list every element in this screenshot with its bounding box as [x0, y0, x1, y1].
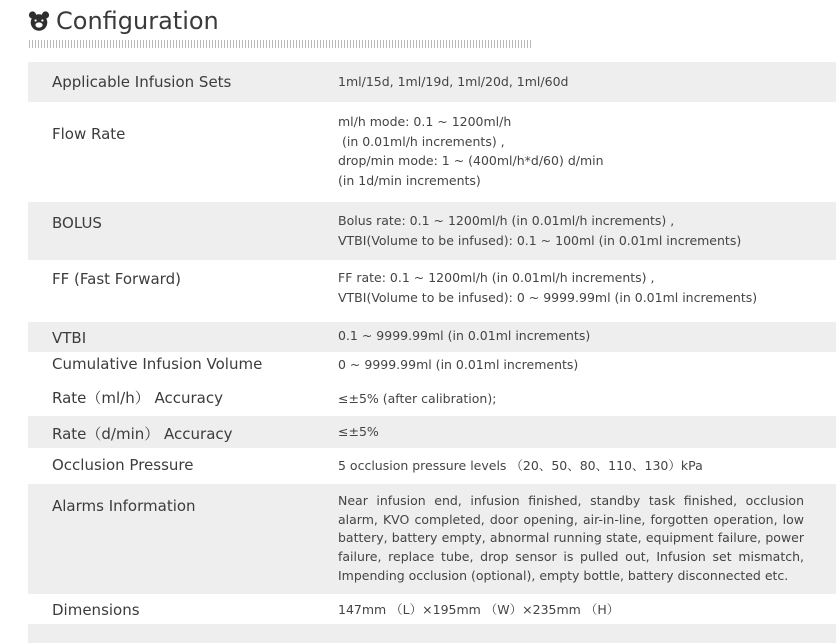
title-underline	[29, 40, 531, 48]
spec-row-flow-rate	[28, 102, 836, 202]
row-label: Rate（d/min） Accuracy	[52, 425, 233, 443]
spec-row-rate-drop-accuracy	[28, 416, 836, 448]
row-value	[338, 456, 703, 476]
value-line: VTBI(Volume to be infused): 0.1 ~ 100ml (in 0.01ml increments)	[338, 232, 742, 248]
row-value	[338, 355, 578, 375]
value-line: 0.1 ~ 9999.99ml (in 0.01ml increments)	[338, 328, 591, 343]
value-line: (in 0.01ml/h increments) ,	[338, 133, 505, 149]
row-label: FF (Fast Forward)	[52, 270, 181, 288]
spec-row-rate-ml-accuracy	[28, 384, 836, 416]
row-value	[338, 600, 619, 620]
spec-row-fast-forward	[28, 260, 836, 322]
spec-row-occlusion-pressure	[28, 448, 836, 484]
value-line: (in 1d/min increments)	[338, 172, 481, 188]
value-line: VTBI(Volume to be infused): 0 ~ 9999.99ml (in 0.01ml increments)	[338, 289, 758, 305]
value-line: 5 occlusion pressure levels （20、50、80、110、130）kPa	[338, 458, 703, 473]
row-value	[338, 112, 604, 190]
header	[28, 4, 219, 38]
value-line: ≤±5% (after calibration);	[338, 391, 497, 406]
value-line: 0 ~ 9999.99ml (in 0.01ml increments)	[338, 357, 579, 372]
value-line: Bolus rate: 0.1 ~ 1200ml/h (in 0.01ml/h increments) ,	[338, 213, 675, 228]
row-value	[338, 326, 590, 346]
spec-row-vtbi	[28, 322, 836, 352]
row-value: Near infusion end, infusion finished, standby task finished, occlusion alarm, KVO completed, door opening, air-in-line, forgotten operation, low battery, battery empty, abnormal running state, equipment failure, power failure, replace tube, drop sensor is pulled out, Infusion set mismatch, Impending occlusion (optional), empty bottle, battery disconnected etc.	[338, 493, 804, 583]
row-label: Dimensions	[52, 601, 140, 619]
value-line: ≤±5%	[338, 424, 379, 439]
row-label: BOLUS	[52, 214, 102, 232]
row-label: Rate（ml/h） Accuracy	[52, 389, 223, 407]
value-line: drop/min mode: 1 ~ (400ml/h*d/60) d/min	[338, 153, 604, 168]
row-label: Cumulative Infusion Volume	[52, 355, 263, 373]
spec-row-dimensions	[28, 594, 836, 624]
row-label: VTBI	[52, 329, 87, 347]
value-line: 1ml/15d, 1ml/19d, 1ml/20d, 1ml/60d	[338, 74, 569, 89]
row-label: Alarms Information	[52, 497, 196, 515]
row-label: Flow Rate	[52, 125, 126, 143]
spec-row-alarms	[28, 484, 836, 594]
spec-row-cumulative-volume	[28, 352, 836, 384]
value-line: ml/h mode: 0.1 ~ 1200ml/h	[338, 114, 512, 129]
spec-row-bolus	[28, 202, 836, 260]
row-value	[338, 211, 741, 250]
spec-row-infusion-sets	[28, 62, 836, 102]
row-label: Occlusion Pressure	[52, 456, 194, 474]
bear-logo-icon	[28, 10, 50, 32]
value-line: 147mm （L）×195mm （W）×235mm （H）	[338, 602, 620, 617]
row-value	[338, 72, 568, 92]
table-footer-strip	[28, 624, 836, 643]
page-title: Configuration	[56, 7, 219, 35]
row-value	[338, 268, 757, 307]
value-line: FF rate: 0.1 ~ 1200ml/h (in 0.01ml/h increments) ,	[338, 270, 655, 285]
row-value	[338, 389, 496, 409]
row-label: Applicable Infusion Sets	[52, 73, 232, 91]
row-value	[338, 422, 379, 442]
